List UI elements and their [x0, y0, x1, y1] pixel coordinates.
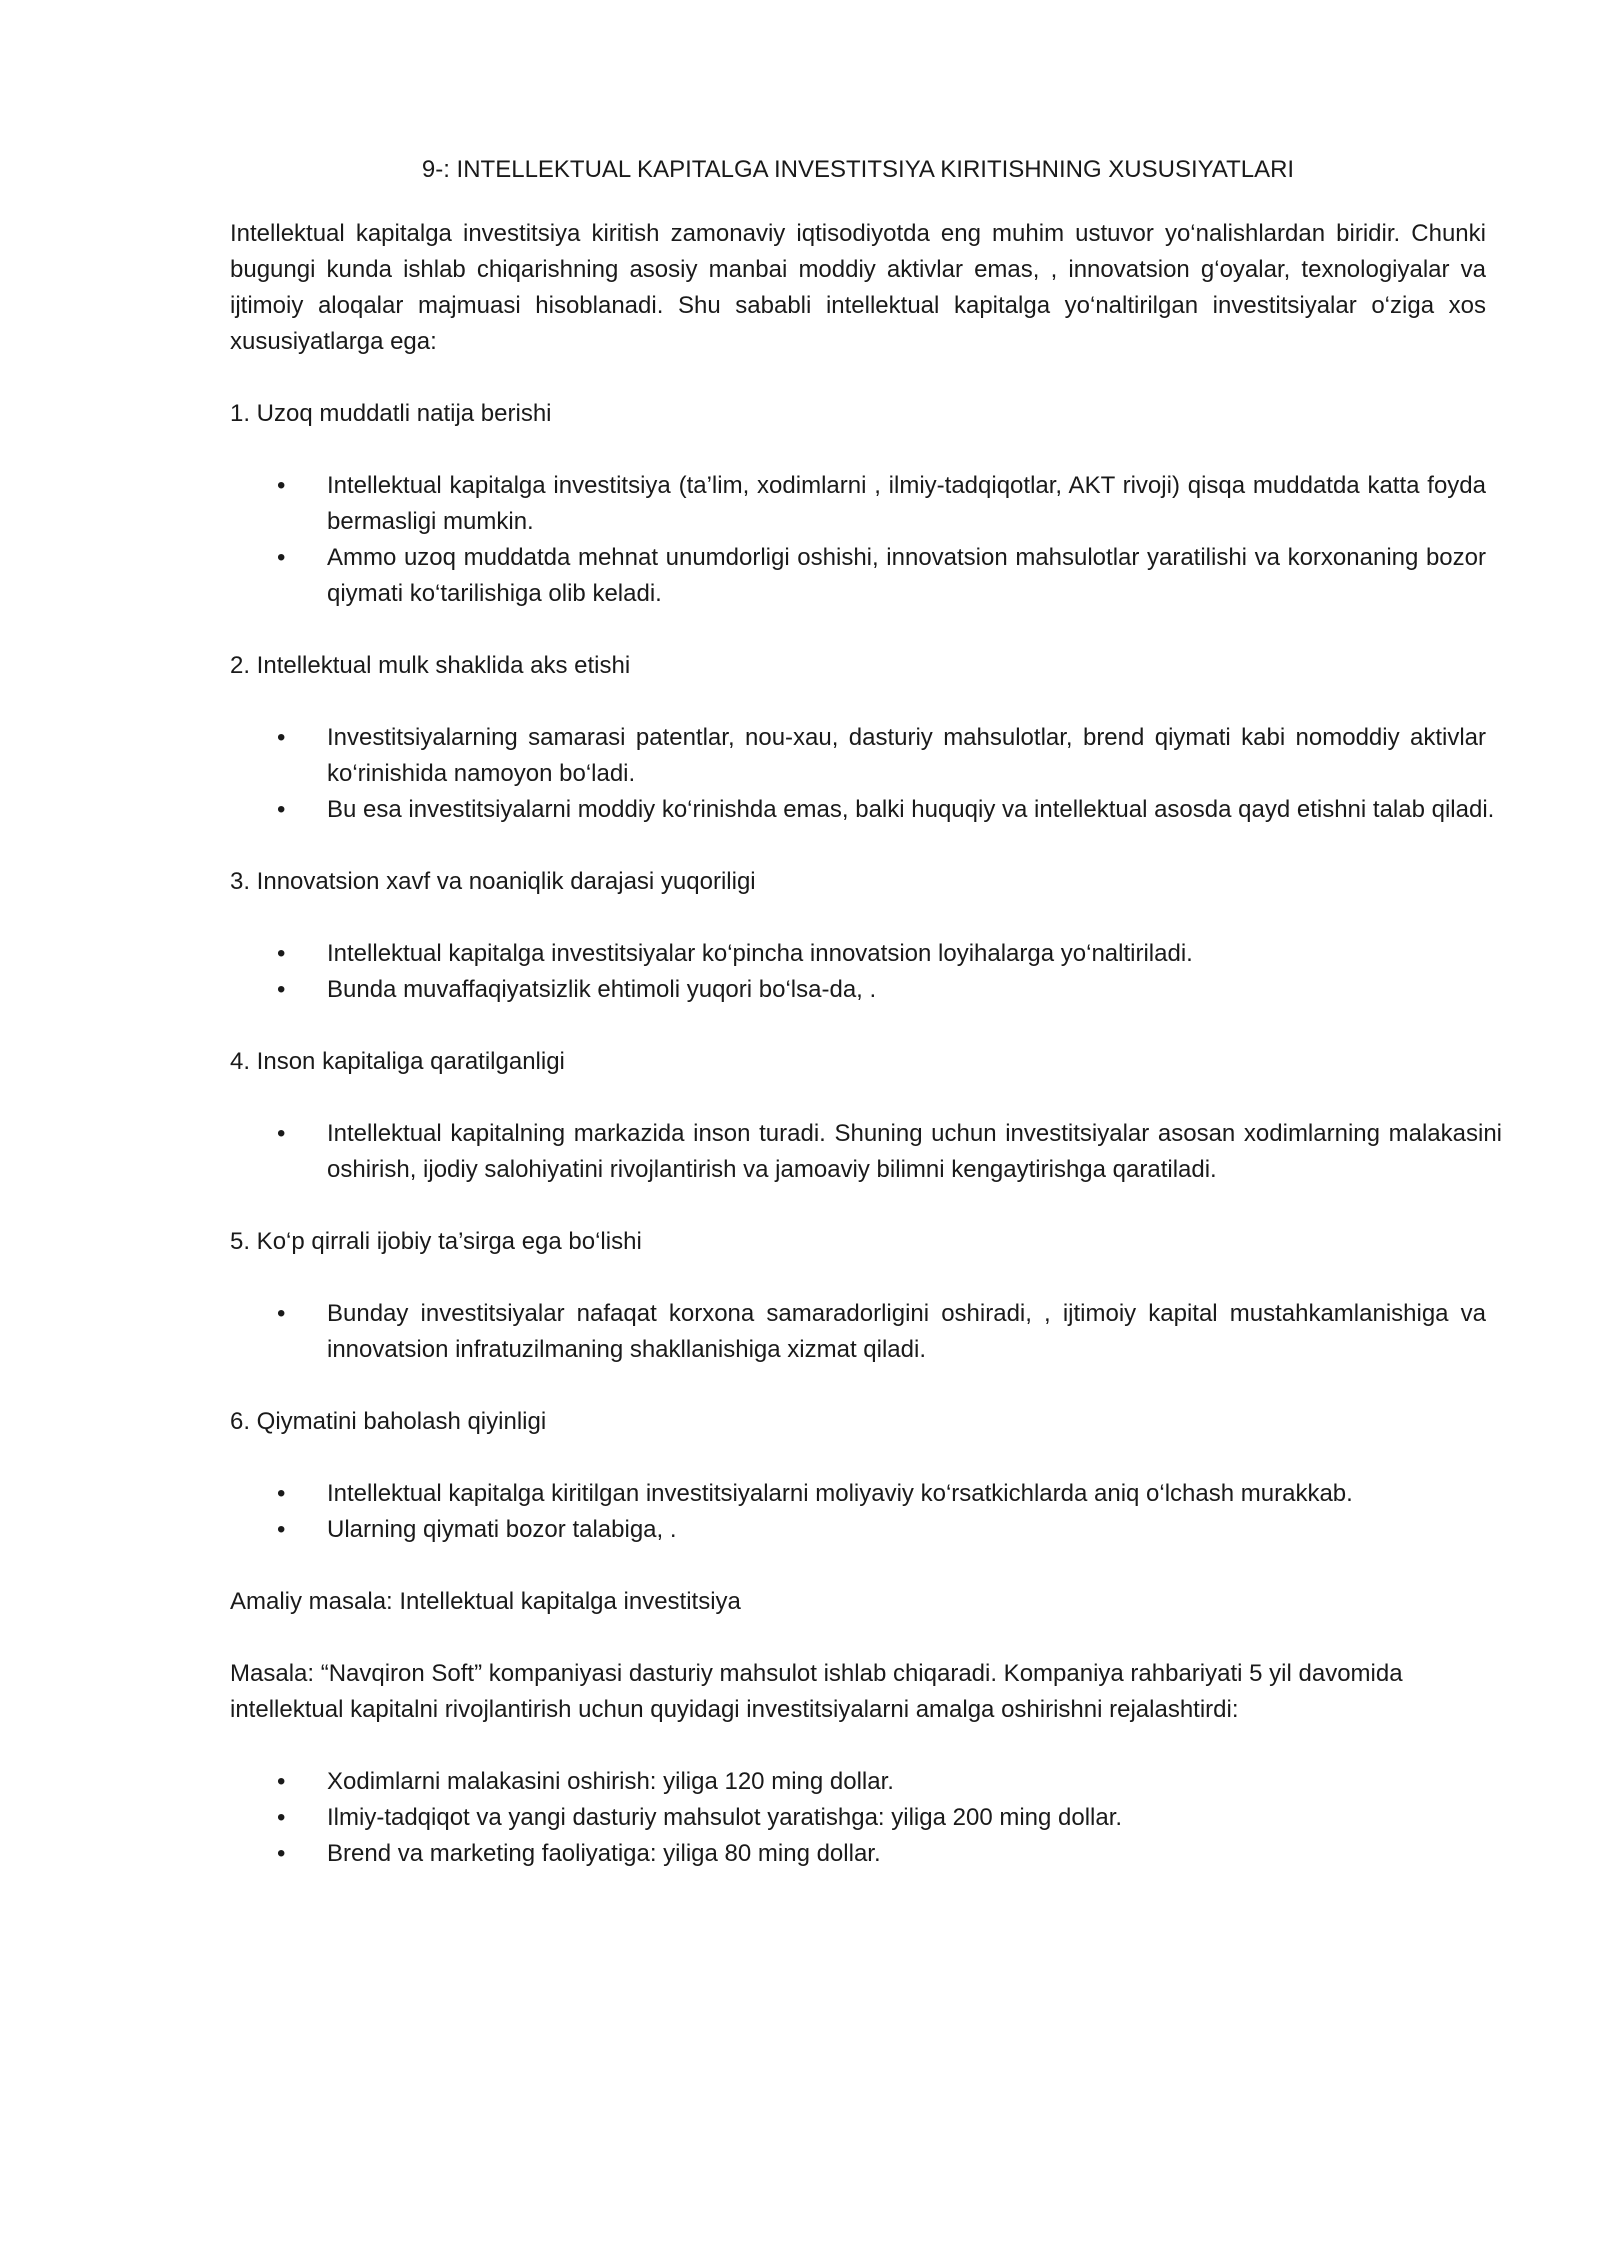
list-item — [230, 1764, 1486, 1800]
list-item-text: Intellektual kapitalga investitsiya (ta’lim, xodimlarni , ilmiy-tadqiqotlar, AKT rivoji) qisqa muddatda katta foyda bermasligi mumkin. — [327, 472, 1486, 535]
list-item — [230, 1800, 1486, 1836]
list-item-text: Ularning qiymati bozor talabiga, . — [327, 1516, 677, 1543]
list-item — [230, 1836, 1486, 1872]
section-1-bullet-list — [230, 468, 1486, 612]
bullet-symbol: • — [277, 976, 286, 1003]
bullet-symbol: • — [277, 472, 286, 499]
list-item — [230, 1512, 1486, 1548]
section-heading-5: 5. Ko‘p qirrali ijobiy ta’sirga ega bo‘lishi — [230, 1228, 642, 1255]
bullet-symbol: • — [277, 796, 286, 823]
section-2-bullet-list — [230, 720, 1495, 828]
list-item — [230, 540, 1486, 612]
document-title: 9-: INTELLEKTUAL KAPITALGA INVESTITSIYA KIRITISHNING XUSUSIYATLARI — [421, 156, 1295, 183]
list-item-text: Ilmiy-tadqiqot va yangi dasturiy mahsulot yaratishga: yiliga 200 ming dollar. — [327, 1804, 1123, 1831]
list-item — [230, 1476, 1486, 1512]
bullet-symbol: • — [277, 544, 286, 571]
bullet-symbol: • — [277, 1120, 286, 1147]
practical-heading: Amaliy masala: Intellektual kapitalga investitsiya — [230, 1588, 741, 1615]
bullet-symbol: • — [277, 1480, 286, 1507]
bullet-symbol: • — [277, 1516, 286, 1543]
list-item — [230, 1116, 1502, 1188]
section-heading-3: 3. Innovatsion xavf va noaniqlik darajasi yuqoriligi — [230, 868, 756, 895]
investment-bullet-list — [230, 1764, 1486, 1872]
list-item — [230, 792, 1502, 828]
bullet-symbol: • — [277, 1804, 286, 1831]
list-item-text: Intellektual kapitalga investitsiyalar ko‘pincha innovatsion loyihalarga yo‘naltiriladi. — [327, 940, 1193, 967]
list-item-text: Xodimlarni malakasini oshirish: yiliga 120 ming dollar. — [327, 1768, 894, 1795]
list-item — [230, 972, 1486, 1008]
list-item-text: Bu esa investitsiyalarni moddiy ko‘rinishda emas, balki huquqiy va intellektual asosda qayd etishni talab qiladi. — [327, 796, 1495, 823]
problem-paragraph: Masala: “Navqiron Soft” kompaniyasi dasturiy mahsulot ishlab chiqaradi. Kompaniya rahbariyati 5 yil davomida intellektual kapitalni rivojlantirish uchun quyidagi investitsiyalarni amalga oshirishni rejalashtirdi: — [230, 1660, 1403, 1723]
section-heading-6: 6. Qiymatini baholash qiyinligi — [230, 1408, 547, 1435]
list-item — [230, 936, 1486, 972]
list-item — [230, 468, 1486, 540]
bullet-symbol: • — [277, 1300, 286, 1327]
list-item-text: Ammo uzoq muddatda mehnat unumdorligi oshishi, innovatsion mahsulotlar yaratilishi va korxonaning bozor qiymati ko‘tarilishiga olib keladi. — [327, 544, 1486, 607]
list-item-text: Bunda muvaffaqiyatsizlik ehtimoli yuqori bo‘lsa-da, . — [327, 976, 877, 1003]
list-item-text: Intellektual kapitalga kiritilgan investitsiyalarni moliyaviy ko‘rsatkichlarda aniq o‘lchash murakkab. — [327, 1480, 1353, 1507]
list-item-text: Intellektual kapitalning markazida inson turadi. Shuning uchun investitsiyalar asosan xodimlarning malakasini oshirish, ijodiy salohiyatini rivojlantirish va jamoaviy bilimni kengaytirishga qaratiladi. — [327, 1120, 1502, 1183]
section-heading-4: 4. Inson kapitaliga qaratilganligi — [230, 1048, 565, 1075]
section-heading-1: 1. Uzoq muddatli natija berishi — [230, 400, 552, 427]
bullet-symbol: • — [277, 724, 286, 751]
section-6-bullet-list — [230, 1476, 1486, 1548]
section-3-bullet-list — [230, 936, 1486, 1008]
section-4-bullet-list — [230, 1116, 1502, 1188]
list-item-text: Brend va marketing faoliyatiga: yiliga 80 ming dollar. — [327, 1840, 881, 1867]
list-item — [230, 720, 1486, 792]
section-5-bullet-list — [230, 1296, 1486, 1368]
section-heading-2: 2. Intellektual mulk shaklida aks etishi — [230, 652, 631, 679]
bullet-symbol: • — [277, 1768, 286, 1795]
list-item-text: Bunday investitsiyalar nafaqat korxona samaradorligini oshiradi, , ijtimoiy kapital mustahkamlanishiga va innovatsion infratuzilmaning shakllanishiga xizmat qiladi. — [327, 1300, 1486, 1363]
intro-paragraph: Intellektual kapitalga investitsiya kiritish zamonaviy iqtisodiyotda eng muhim ustuvor yo‘nalishlardan biridir. Chunki bugungi kunda ishlab chiqarishning asosiy manbai moddiy aktivlar emas, , innovatsion g‘oyalar, texnologiyalar va ijtimoiy aloqalar majmuasi hisoblanadi. Shu sababli intellektual kapitalga yo‘naltirilgan investitsiyalar o‘ziga xos xususiyatlarga ega: — [230, 220, 1486, 355]
list-item — [230, 1296, 1486, 1368]
bullet-symbol: • — [277, 1840, 286, 1867]
bullet-symbol: • — [277, 940, 286, 967]
list-item-text: Investitsiyalarning samarasi patentlar, nou-xau, dasturiy mahsulotlar, brend qiymati kabi nomoddiy aktivlar ko‘rinishida namoyon bo‘ladi. — [327, 724, 1486, 787]
